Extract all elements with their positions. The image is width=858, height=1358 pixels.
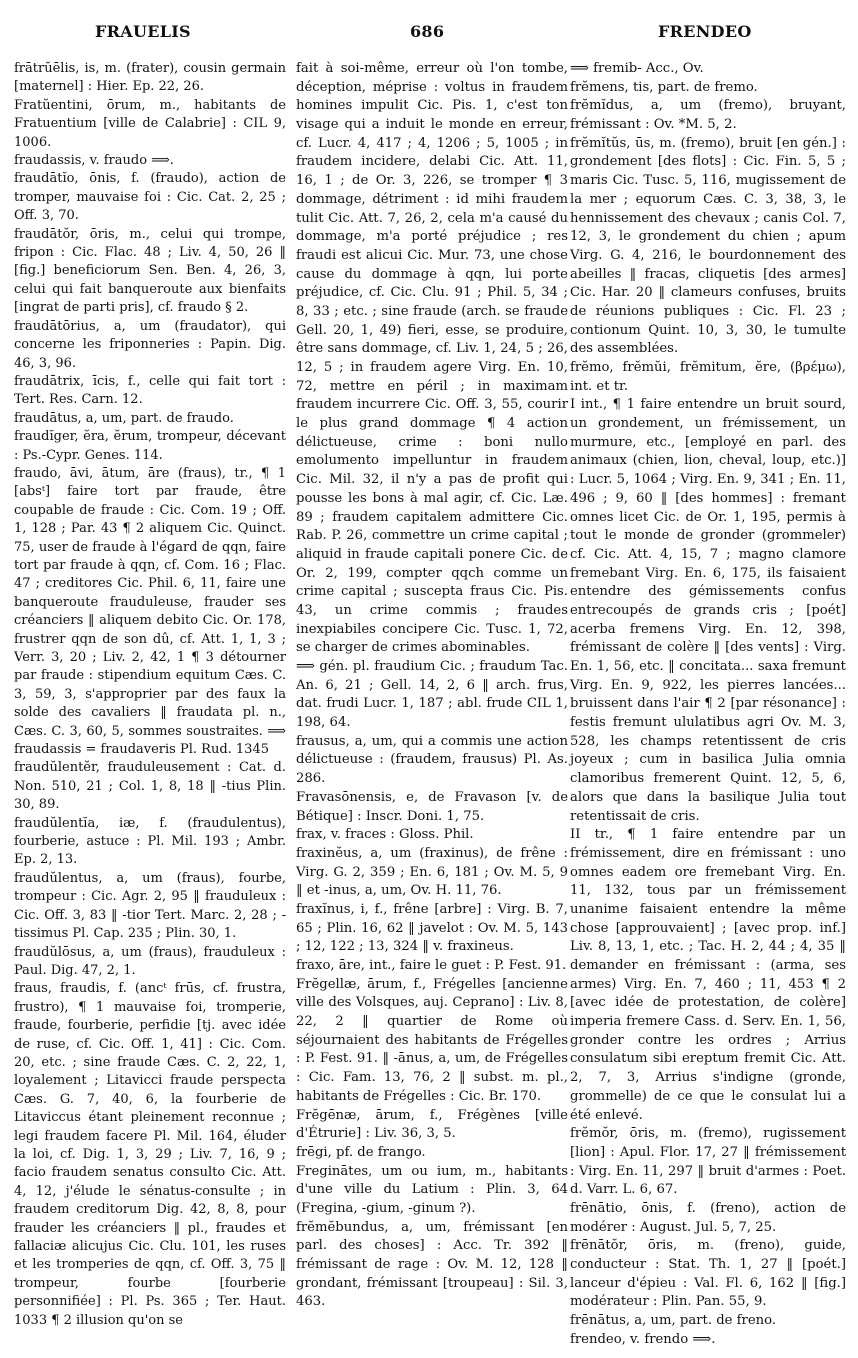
dictionary-entry: fraudĭger, ĕra, ĕrum, trompeur, décevant : Ps.-Cypr. Genes. 114.: [14, 429, 286, 463]
dictionary-entry: fraxĭnus, i, f., frêne [arbre] : Virg. B. 7, 65 ; Plin. 16, 62 ‖ javelot : Ov. M. 5, 143 ; 12, 122 ; 13, 324 ‖ v. fraxineus.: [296, 901, 568, 955]
dictionary-entry: frĕmĕbundus, a, um, frémissant [en parl. des choses] : Acc. Tr. 392 ‖ frémissant de rage : Ov. M. 12, 128 ‖ grondant, frémissant [troupeau] : Sil. 3, 463.: [296, 1219, 568, 1310]
dictionary-entry: frĕmŏr, ōris, m. (fremo), rugissement [lion] : Apul. Flor. 17, 27 ‖ frémissement : Virg. En. 11, 297 ‖ bruit d'armes : Poet. d. Varr. L. 6, 67.: [570, 1126, 846, 1198]
dictionary-entry: ⟹ gén. pl. fraudium Cic. ; fraudum Tac. An. 6, 21 ; Gell. 14, 2, 6 ‖ arch. frus, dat. frudi Lucr. 1, 187 ; abl. frude CIL 1, 198, 64.: [296, 659, 568, 731]
dictionary-entry: frēnātŏr, ōris, m. (freno), guide, conducteur : Stat. Th. 1, 27 ‖ [poét.] lanceur d'épieu : Val. Fl. 6, 162 ‖ [fig.] modérateur : Plin. Pan. 55, 9.: [570, 1238, 846, 1310]
dictionary-entry: frĕmens, tis, part. de fremo.: [570, 79, 758, 95]
page-header: [0, 22, 858, 48]
dictionary-entry: frātrŭēlis, is, m. (frater), cousin germain [maternel] : Hier. Ep. 22, 26.: [14, 61, 286, 95]
dictionary-entry: fraudātŏr, ōris, m., celui qui trompe, fripon : Cic. Flac. 48 ; Liv. 4, 50, 26 ‖ [fig.] beneficiorum Sen. Ben. 4, 26, 3, celui qui fait banqueroute aux bienfaits [ingrat de parti pris], cf. fraudo § 2.: [14, 226, 286, 316]
page-number: 686: [410, 22, 445, 41]
dictionary-entry: frēnātus, a, um, part. de freno.: [570, 1313, 777, 1329]
dictionary-entry: fait à soi-même, erreur où l'on tombe, déception, méprise : voltus in fraudem homines impulit Cic. Pis. 1, c'est ton visage qui a induit le monde en erreur, cf. Lucr. 4, 417 ; 4, 1206 ; 5, 1005 ; in fraudem incidere, delabi Cic. Att. 11, 16, 1 ; de Or. 3, 226, se tromper ¶ 3 dommage, détriment : id mihi fraudem tulit Cic. Att. 7, 26, 2, cela m'a causé du dommage, m'a porté préjudice ; res fraudi est alicui Cic. Mur. 73, une chose cause du dommage à qqn, lui porte préjudice, cf. Cic. Clu. 91 ; Phil. 5, 34 ; 8, 33 ; etc. ; sine fraude (arch. se fraude Gell. 20, 1, 49) fieri, esse, se produire, être sans dommage, cf. Liv. 1, 24, 5 ; 26, 12, 5 ; in fraudem agere Virg. En. 10, 72, mettre en péril ; in maximam fraudem incurrere Cic. Off. 3, 55, courir le plus grand dommage ¶ 4 action délictueuse, crime : boni nullo emolumento impelluntur in fraudem Cic. Mil. 32, il n'y a pas de profit qui pousse les bons à mal agir, cf. Cic. Læ. 89 ; fraudem capitalem admittere Cic. Rab. P. 26, commettre un crime capital ; aliquid in fraude capitali ponere Cic. de Or. 2, 199, compter qqch comme un crime capital ; suscepta fraus Cic. Pis. 43, un crime commis ; fraudes inexpiabiles concipere Cic. Tusc. 1, 72, se charger de crimes abominables.: [296, 61, 568, 656]
dictionary-entry: I int., ¶ 1 faire entendre un bruit sourd, un grondement, un frémissement, un murmure, etc., [employé en parl. des animaux (chien, lion, cheval, loup, etc.)] : Lucr. 5, 1064 ; Virg. En. 9, 341 ; En. 11, 496 ; 9, 60 ‖ [des hommes] : fremant omnes licet Cic. de Or. 1, 195, permis à tout le monde de gronder (grommeler) cf. Cic. Att. 4, 15, 7 ; magno clamore fremebant Virg. En. 6, 175, ils faisaient entendre des gémissements confus entrecoupés de grands cris ; [poét] acerba fremens Virg. En. 12, 398, frémissant de colère ‖ [des vents] : Virg. En. 1, 56, etc. ‖ concitata... saxa fremunt Virg. En. 9, 922, les pierres lancées... bruissent dans l'air ¶ 2 [par résonance] : festis fremunt ululatibus agri Ov. M. 3, 528, les champs retentissent de cris joyeux ; cum in basilica Julia omnia clamoribus fremerent Quint. 12, 5, 6, alors que dans la basilique Julia tout retentissait de cris.: [570, 397, 846, 824]
dictionary-entry: frax, v. fraces : Gloss. Phil.: [296, 827, 474, 843]
dictionary-column-3: [570, 60, 846, 1349]
dictionary-entry: Freginātes, um ou ium, m., habitants d'une ville du Latium : Plin. 3, 64 (Fregina, -gium, -ginum ?).: [296, 1163, 568, 1216]
dictionary-entry: Frĕgellæ, ārum, f., Frégelles [ancienne ville des Volsques, auj. Ceprano] : Liv. 8, 22, 2 ‖ quartier de Rome où séjournaient des habitants de Frégelles : P. Fest. 91. ‖ -ānus, a, um, de Frégelles : Cic. Fam. 13, 76, 2 ‖ subst. m. pl., habitants de Frégelles : Cic. Br. 170.: [296, 976, 568, 1104]
dictionary-column-1: [14, 60, 286, 1330]
dictionary-column-2: [296, 60, 568, 1312]
dictionary-entry: frēgi, pf. de frango.: [296, 1144, 426, 1160]
dictionary-entry: Frĕgēnæ, ārum, f., Frégènes [ville d'Étrurie] : Liv. 36, 3, 5.: [296, 1107, 568, 1142]
dictionary-entry: frausus, a, um, qui a commis une action délictueuse : (fraudem, frausus) Pl. As. 286.: [296, 733, 568, 787]
dictionary-entry: Fratŭentini, ōrum, m., habitants de Fratuentium [ville de Calabrie] : CIL 9, 1006.: [14, 97, 286, 150]
dictionary-entry: frĕmĭtŭs, ūs, m. (fremo), bruit [en gén.] : grondement [des flots] : Cic. Fin. 5, 5 ; maris Cic. Tusc. 5, 116, mugissement de la mer ; equorum Cæs. C. 3, 38, 3, le hennissement des chevaux ; canis Col. 7, 12, 3, le grondement du chien ; apum Virg. G. 4, 216, le bourdonnement des abeilles ‖ fracas, cliquetis [des armes] Cic. Har. 20 ‖ clameurs confuses, bruits de réunions publiques : Cic. Fl. 23 ; contionum Quint. 10, 3, 30, le tumulte des assemblées.: [570, 135, 846, 357]
dictionary-entry: Fravasōnensis, e, de Fravason [v. de Bétique] : Inscr. Doni. 1, 75.: [296, 789, 568, 824]
dictionary-entry: fraus, fraudis, f. (ancᵗ frūs, cf. frustra, frustro), ¶ 1 mauvaise foi, tromperie, fraude, fourberie, perfidie [tj. avec idée de ruse, cf. Cic. Off. 1, 41] : Cic. Com. 20, etc. ; sine fraude Cæs. C. 2, 22, 1, loyalement ; Litavicci fraude perspecta Cæs. G. 7, 40, 6, la fourberie de Litaviccus étant pleinement reconnue ; legi fraudem facere Pl. Mil. 164, éluder la loi, cf. Dig. 1, 3, 29 ; Liv. 7, 16, 9 ; facio fraudem senatus consulto Cic. Att. 4, 12, j'élude le sénatus-consulte ; in fraudem creditorum Dig. 42, 8, 8, pour frauder les créanciers ‖ pl., fraudes et fallaciæ alicujus Cic. Clu. 101, les ruses et les tromperies de qqn, cf. Off. 3, 75 ‖ trompeur, fourbe [fourberie personnifiée] : Pl. Ps. 365 ; Ter. Haut. 1033 ¶ 2 illusion qu'on se: [14, 981, 286, 1328]
dictionary-entry: ⟹ fremib- Acc., Ov.: [570, 61, 704, 76]
dictionary-entry: fraudŭlōsus, a, um (fraus), frauduleux : Paul. Dig. 47, 2, 1.: [14, 944, 286, 978]
dictionary-entry: frēnātio, ōnis, f. (freno), action de modérer : August. Jul. 5, 7, 25.: [570, 1200, 846, 1235]
dictionary-entry: fraudo, āvi, ātum, āre (fraus), tr., ¶ 1 [absᵗ] faire tort par fraude, être coupable de fraude : Cic. Com. 19 ; Off. 1, 128 ; Par. 43 ¶ 2 aliquem Cic. Quinct. 75, user de fraude à l'égard de qqn, faire tort par fraude à qqn, cf. Com. 16 ; Flac. 47 ; creditores Cic. Phil. 6, 11, faire une banqueroute frauduleuse, frauder ses créanciers ‖ aliquem debito Cic. Or. 178, frustrer qqn de son dû, cf. Att. 1, 1, 3 ; Verr. 3, 20 ; Liv. 2, 42, 1 ¶ 3 détourner par fraude : stipendium equitum Cæs. C. 3, 59, 3, s'approprier par des faux la solde des cavaliers ‖ fraudata pl. n., Cæs. C. 3, 60, 5, sommes soustraites. ⟹ fraudassis = fraudaveris Pl. Rud. 1345: [14, 465, 286, 758]
dictionary-entry: fraudassis, v. fraudo ⟹.: [14, 153, 174, 169]
dictionary-entry: fraudŭlentĕr, frauduleusement : Cat. d. Non. 510, 21 ; Col. 1, 8, 18 ‖ -tius Plin. 30, 89.: [14, 760, 286, 813]
dictionary-entry: fraxinĕus, a, um (fraxinus), de frêne : Virg. G. 2, 359 ; En. 6, 181 ; Ov. M. 5, 9 ‖ et -inus, a, um, Ov. H. 11, 76.: [296, 845, 568, 899]
dictionary-entry: frĕmo, frĕmŭi, frĕmitum, ĕre, (βρέμω), int. et tr.: [570, 360, 846, 394]
dictionary-entry: frendeo, v. frendo ⟹.: [570, 1331, 716, 1347]
dictionary-entry: fraudŭlentĭa, iæ, f. (fraudulentus), fourberie, astuce : Pl. Mil. 193 ; Ambr. Ep. 2, 13.: [14, 815, 286, 868]
dictionary-entry: fraudātus, a, um, part. de fraudo.: [14, 410, 234, 426]
dictionary-entry: fraxo, āre, int., faire le guet : P. Fest. 91.: [296, 958, 567, 973]
right-running-headword: FRENDEO: [658, 22, 752, 41]
dictionary-entry: fraudātōrius, a, um (fraudator), qui concerne les friponneries : Papin. Dig. 46, 3, 96.: [14, 318, 286, 371]
dictionary-entry: fraudātrix, īcis, f., celle qui fait tort : Tert. Res. Carn. 12.: [14, 373, 286, 408]
dictionary-entry: fraudŭlentus, a, um (fraus), fourbe, trompeur : Cic. Agr. 2, 95 ‖ frauduleux : Cic. Off. 3, 83 ‖ -tior Tert. Marc. 2, 28 ; -tissimus Pl. Cap. 235 ; Plin. 30, 1.: [14, 870, 286, 942]
left-running-headword: FRAUELIS: [95, 22, 191, 41]
dictionary-entry: fraudātĭo, ōnis, f. (fraudo), action de tromper, mauvaise foi : Cic. Cat. 2, 25 ; Off. 3, 70.: [14, 171, 286, 224]
dictionary-entry: II tr., ¶ 1 faire entendre par un frémissement, dire en frémissant : uno omnes eadem ore fremebant Virg. En. 11, 132, tous par un frémissement unanime faisaient entendre la même chose [approuvaient] ; [avec prop. inf.] Liv. 8, 13, 1, etc. ; Tac. H. 2, 44 ; 4, 35 ‖ demander en frémissant : (arma, ses armes) Virg. En. 7, 460 ; 11, 453 ¶ 2 [avec idée de protestation, de colère] imperia fremere Cass. d. Serv. En. 1, 56, gronder contre les ordres ; Arrius consulatum sibi ereptum fremit Cic. Att. 2, 7, 3, Arrius s'indigne (gronde, grommelle) de ce que le consulat lui a été enlevé.: [570, 827, 846, 1123]
dictionary-entry: frĕmĭdus, a, um (fremo), bruyant, frémissant : Ov. *M. 5, 2.: [570, 98, 846, 133]
